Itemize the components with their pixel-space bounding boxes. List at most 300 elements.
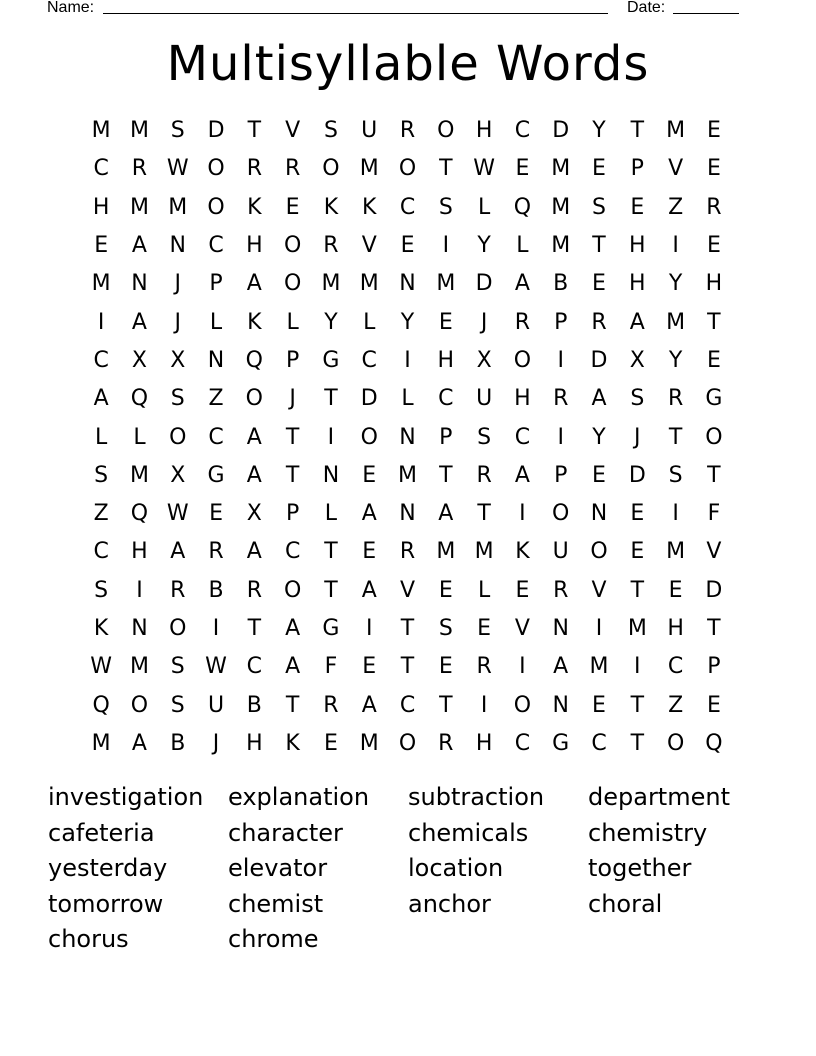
grid-letter: R [591, 309, 607, 335]
grid-letter: O [322, 156, 340, 182]
word-bank-item: choral [588, 889, 663, 918]
grid-letter: H [629, 271, 646, 297]
grid-letter: A [514, 271, 530, 297]
grid-letter: V [361, 233, 377, 259]
grid-letter: M [129, 654, 149, 680]
grid-letter: I [634, 654, 641, 680]
grid-letter: D [475, 271, 493, 297]
grid-letter: J [480, 309, 488, 335]
grid-letter: Y [668, 347, 683, 373]
grid-letter: L [286, 309, 299, 335]
grid-letter: N [399, 501, 416, 527]
grid-letter: R [323, 692, 339, 718]
grid-letter: P [209, 271, 223, 297]
grid-letter: E [323, 730, 338, 756]
grid-letter: T [324, 577, 338, 603]
grid-letter: A [246, 462, 262, 488]
grid-row [82, 380, 733, 418]
grid-letter: O [245, 386, 263, 412]
grid-letter: O [130, 692, 149, 718]
grid-letter: T [630, 577, 645, 603]
grid-letter: E [706, 118, 721, 144]
grid-letter: R [246, 577, 262, 603]
grid-letter: C [208, 424, 224, 450]
grid-letter: B [208, 577, 224, 603]
grid-letter: W [166, 501, 189, 527]
grid-letter: Y [592, 118, 606, 144]
grid-letter: I [519, 654, 526, 680]
grid-letter: X [170, 347, 186, 373]
grid-letter: A [93, 386, 109, 412]
grid-row [82, 495, 733, 533]
grid-letter: T [400, 654, 415, 680]
grid-letter: H [475, 118, 493, 144]
grid-letter: T [285, 424, 300, 450]
grid-letter: I [595, 616, 603, 641]
grid-letter: K [247, 194, 262, 220]
grid-letter: M [91, 118, 111, 144]
grid-letter: C [591, 730, 607, 756]
word-bank-item: cafeteria [48, 818, 155, 847]
word-bank-item: investigation [48, 783, 204, 811]
grid-letter: A [246, 539, 262, 565]
grid-letter: R [131, 156, 148, 182]
grid-letter: M [91, 730, 111, 756]
grid-row [82, 572, 733, 610]
grid-letter: R [476, 654, 492, 680]
grid-letter: X [629, 347, 645, 373]
grid-letter: K [515, 539, 530, 565]
grid-letter: V [285, 118, 301, 144]
grid-letter: A [246, 271, 262, 297]
grid-letter: H [92, 194, 110, 220]
word-bank-item: department [588, 783, 730, 811]
word-bank-item: chrome [228, 925, 319, 953]
grid-letter: M [627, 616, 647, 641]
grid-letter: B [246, 692, 262, 718]
grid-letter: C [514, 730, 531, 756]
grid-letter: Y [324, 309, 338, 335]
name-label: Name: [47, 0, 95, 16]
grid-row [82, 648, 733, 686]
grid-letter: C [284, 539, 301, 565]
grid-letter: O [398, 730, 417, 756]
grid-letter: I [97, 309, 105, 335]
grid-letter: R [323, 233, 339, 259]
grid-letter: P [439, 424, 453, 450]
grid-letter: N [131, 271, 148, 297]
grid-letter: N [322, 462, 340, 488]
grid-letter: A [361, 577, 377, 603]
grid-letter: M [359, 271, 379, 297]
grid-letter: I [212, 616, 220, 641]
grid-letter: E [438, 577, 453, 603]
grid-letter: L [324, 501, 338, 527]
grid-letter: S [323, 118, 338, 144]
grid-letter: R [667, 386, 684, 412]
grid-letter: S [438, 616, 453, 641]
grid-letter: E [362, 462, 377, 488]
grid-letter: K [247, 309, 262, 335]
word-bank-item: chemistry [588, 818, 708, 847]
grid-letter: R [284, 156, 301, 182]
grid-letter: L [209, 309, 223, 335]
grid-letter: H [437, 347, 455, 373]
grid-row [82, 265, 733, 303]
grid-letter: M [436, 539, 456, 565]
grid-letter: E [362, 539, 377, 565]
grid-letter: M [129, 118, 149, 144]
grid-letter: O [283, 233, 302, 259]
grid-letter: A [553, 654, 569, 680]
grid-letter: I [519, 501, 526, 527]
grid-letter: E [515, 577, 530, 603]
grid-letter: X [246, 501, 262, 527]
grid-letter: D [705, 577, 723, 603]
grid-letter: A [361, 501, 377, 527]
grid-letter: C [399, 692, 416, 718]
grid-letter: C [399, 194, 416, 220]
grid-letter: A [361, 692, 377, 718]
grid-letter: S [630, 386, 645, 412]
grid-letter: H [514, 386, 531, 412]
grid-letter: L [95, 424, 108, 450]
grid-letter: H [246, 233, 263, 259]
grid-letter: E [630, 501, 645, 527]
word-bank-item: subtraction [408, 783, 545, 811]
grid-letter: Q [513, 194, 532, 220]
grid-letter: M [129, 462, 149, 488]
grid-letter: N [399, 271, 416, 297]
grid-letter: O [513, 347, 532, 373]
grid-letter: M [666, 539, 686, 565]
grid-letter: G [207, 462, 225, 488]
grid-letter: J [174, 271, 181, 297]
grid-letter: N [131, 616, 148, 641]
grid-letter: H [475, 730, 493, 756]
grid-letter: S [170, 386, 185, 412]
grid-letter: E [706, 233, 721, 259]
grid-letter: E [438, 309, 453, 335]
grid-letter: O [207, 194, 225, 220]
grid-letter: W [90, 654, 113, 680]
grid-letter: S [170, 118, 185, 144]
grid-letter: Z [668, 194, 684, 220]
grid-letter: O [437, 118, 455, 144]
grid-letter: M [551, 233, 571, 259]
grid-letter: I [404, 347, 411, 373]
grid-row [82, 150, 733, 188]
grid-letter: G [322, 347, 340, 373]
grid-row [82, 189, 733, 227]
grid-letter: X [131, 347, 147, 373]
grid-letter: O [590, 539, 608, 565]
grid-letter: T [707, 616, 721, 641]
grid-letter: T [247, 118, 262, 144]
grid-letter: T [439, 462, 453, 488]
grid-letter: O [169, 424, 187, 450]
grid-letter: E [94, 233, 109, 259]
grid-letter: G [552, 730, 570, 756]
grid-letter: O [552, 501, 570, 527]
grid-letter: C [246, 654, 263, 680]
grid-letter: E [362, 654, 377, 680]
grid-letter: A [629, 309, 645, 335]
grid-row [82, 112, 733, 150]
grid-letter: M [474, 539, 494, 565]
grid-letter: D [590, 347, 608, 373]
grid-letter: V [399, 577, 416, 603]
grid-letter: C [361, 347, 377, 373]
grid-letter: Y [400, 309, 415, 335]
grid-row [82, 227, 733, 265]
grid-letter: M [666, 118, 686, 144]
grid-letter: N [590, 501, 608, 527]
date-blank-line [673, 13, 739, 14]
grid-letter: P [285, 501, 300, 527]
grid-letter: T [707, 462, 721, 488]
grid-letter: B [553, 271, 569, 297]
grid-letter: M [551, 156, 571, 182]
grid-letter: Q [705, 730, 723, 756]
grid-row [82, 686, 733, 724]
grid-letter: A [514, 462, 530, 488]
grid-letter: Y [592, 424, 606, 450]
grid-letter: E [285, 194, 300, 220]
grid-letter: Z [208, 386, 224, 412]
grid-letter: S [170, 692, 185, 718]
grid-letter: R [553, 577, 569, 603]
grid-letter: O [283, 577, 302, 603]
grid-letter: C [438, 386, 454, 412]
word-bank-item: elevator [228, 854, 328, 882]
word-bank-item: explanation [228, 783, 370, 811]
grid-letter: L [477, 194, 491, 220]
grid-letter: G [705, 386, 723, 412]
word-bank-item: chemist [228, 889, 324, 918]
word-bank-item: tomorrow [48, 889, 164, 918]
grid-letter: M [359, 730, 379, 756]
grid-letter: X [476, 347, 492, 373]
grid-letter: A [131, 309, 147, 335]
grid-letter: K [323, 194, 339, 220]
grid-letter: R [514, 309, 531, 335]
grid-letter: E [592, 271, 606, 297]
grid-letter: A [591, 386, 607, 412]
grid-letter: M [129, 194, 149, 220]
grid-letter: J [212, 730, 220, 756]
grid-letter: I [365, 616, 373, 641]
grid-letter: Q [130, 386, 149, 412]
grid-letter: A [131, 730, 147, 756]
word-bank-item: location [408, 854, 504, 882]
grid-letter: P [554, 309, 568, 335]
grid-letter: H [629, 233, 646, 259]
grid-letter: F [707, 501, 721, 527]
grid-letter: X [170, 462, 186, 488]
grid-letter: M [359, 156, 379, 182]
grid-letter: K [285, 730, 300, 756]
grid-letter: E [477, 616, 492, 641]
grid-letter: C [514, 424, 531, 450]
grid-letter: N [399, 424, 416, 450]
grid-row [82, 342, 733, 380]
grid-letter: N [169, 233, 186, 259]
grid-letter: E [706, 692, 721, 718]
grid-letter: C [93, 156, 109, 182]
grid-letter: S [94, 462, 109, 488]
grid-letter: C [208, 233, 224, 259]
grid-letter: L [516, 233, 529, 259]
grid-letter: E [668, 577, 683, 603]
grid-letter: P [554, 462, 568, 488]
grid-letter: E [592, 156, 606, 182]
grid-letter: V [591, 577, 607, 603]
grid-letter: L [363, 309, 376, 335]
grid-letter: Q [92, 692, 110, 718]
grid-letter: W [473, 156, 495, 182]
grid-letter: H [246, 730, 263, 756]
name-blank-line [103, 13, 608, 14]
grid-letter: W [166, 156, 189, 182]
grid-letter: R [399, 118, 416, 144]
grid-letter: D [207, 118, 225, 144]
grid-letter: S [592, 194, 606, 220]
grid-letter: B [170, 730, 186, 756]
grid-letter: R [170, 577, 186, 603]
grid-letter: C [514, 118, 531, 144]
grid-letter: T [324, 386, 338, 412]
grid-letter: Y [668, 271, 683, 297]
grid-letter: M [398, 462, 418, 488]
grid-letter: V [706, 539, 722, 565]
grid-letter: S [438, 194, 453, 220]
grid-letter: G [322, 616, 340, 641]
grid-letter: T [439, 692, 453, 718]
grid-letter: L [477, 577, 491, 603]
grid-letter: O [169, 616, 187, 641]
grid-letter: E [592, 692, 606, 718]
grid-letter: E [592, 462, 606, 488]
page-title: Multisyllable Words [166, 36, 650, 92]
grid-letter: C [93, 347, 109, 373]
grid-letter: O [666, 730, 685, 756]
grid-letter: T [324, 539, 338, 565]
word-search-grid [82, 112, 733, 763]
grid-letter: M [666, 309, 686, 335]
date-label: Date: [627, 0, 666, 16]
grid-letter: L [133, 424, 146, 450]
grid-letter: O [513, 692, 532, 718]
grid-row [82, 610, 733, 648]
grid-letter: T [707, 309, 721, 335]
grid-letter: M [551, 194, 571, 220]
grid-letter: N [552, 692, 569, 718]
grid-letter: Q [130, 501, 149, 527]
grid-letter: M [91, 271, 111, 297]
grid-letter: N [552, 616, 569, 641]
grid-letter: C [93, 539, 109, 565]
grid-letter: E [706, 156, 721, 182]
grid-letter: U [207, 692, 225, 718]
grid-letter: N [207, 347, 225, 373]
grid-letter: S [170, 654, 185, 680]
grid-letter: I [136, 577, 143, 603]
grid-letter: M [321, 271, 341, 297]
grid-letter: R [399, 539, 416, 565]
word-bank [48, 780, 768, 958]
word-bank-item: chorus [48, 925, 129, 953]
grid-letter: S [668, 462, 683, 488]
grid-letter: T [630, 118, 645, 144]
grid-row [82, 725, 733, 763]
grid-letter: E [438, 654, 453, 680]
grid-letter: T [247, 616, 262, 641]
grid-letter: K [93, 616, 109, 641]
grid-letter: E [515, 156, 530, 182]
grid-letter: I [672, 233, 679, 259]
grid-letter: I [442, 233, 450, 259]
word-bank-item: character [228, 818, 343, 847]
grid-letter: M [436, 271, 456, 297]
grid-letter: O [398, 156, 417, 182]
grid-letter: V [514, 616, 530, 641]
grid-letter: H [131, 539, 148, 565]
grid-letter: O [207, 156, 225, 182]
grid-row [82, 533, 733, 571]
grid-letter: U [476, 386, 493, 412]
grid-letter: A [438, 501, 454, 527]
grid-letter: V [668, 156, 684, 182]
grid-letter: E [706, 347, 721, 373]
grid-letter: F [324, 654, 338, 680]
grid-letter: O [360, 424, 378, 450]
grid-letter: T [285, 462, 300, 488]
grid-letter: P [630, 156, 644, 182]
grid-letter: I [557, 424, 564, 450]
grid-letter: L [401, 386, 414, 412]
grid-letter: T [592, 233, 606, 259]
grid-letter: T [668, 424, 683, 450]
grid-letter: R [246, 156, 262, 182]
grid-letter: D [552, 118, 570, 144]
grid-letter: P [707, 654, 721, 680]
grid-letter: S [94, 577, 109, 603]
grid-row [82, 303, 733, 341]
grid-letter: C [667, 654, 684, 680]
grid-letter: A [285, 654, 301, 680]
grid-letter: Z [93, 501, 109, 527]
grid-row [82, 418, 733, 456]
grid-letter: H [705, 271, 723, 297]
grid-letter: A [285, 616, 301, 641]
grid-letter: J [174, 309, 181, 335]
grid-letter: T [285, 692, 300, 718]
grid-letter: M [168, 194, 188, 220]
grid-letter: R [438, 730, 454, 756]
grid-letter: I [480, 692, 488, 718]
grid-letter: J [289, 386, 296, 412]
grid-letter: R [553, 386, 569, 412]
grid-letter: Q [245, 347, 263, 373]
grid-letter: E [630, 194, 645, 220]
grid-letter: E [630, 539, 645, 565]
grid-letter: I [557, 347, 564, 373]
grid-letter: M [589, 654, 609, 680]
grid-letter: T [630, 730, 645, 756]
word-bank-item: together [588, 854, 692, 882]
grid-letter: W [205, 654, 227, 680]
